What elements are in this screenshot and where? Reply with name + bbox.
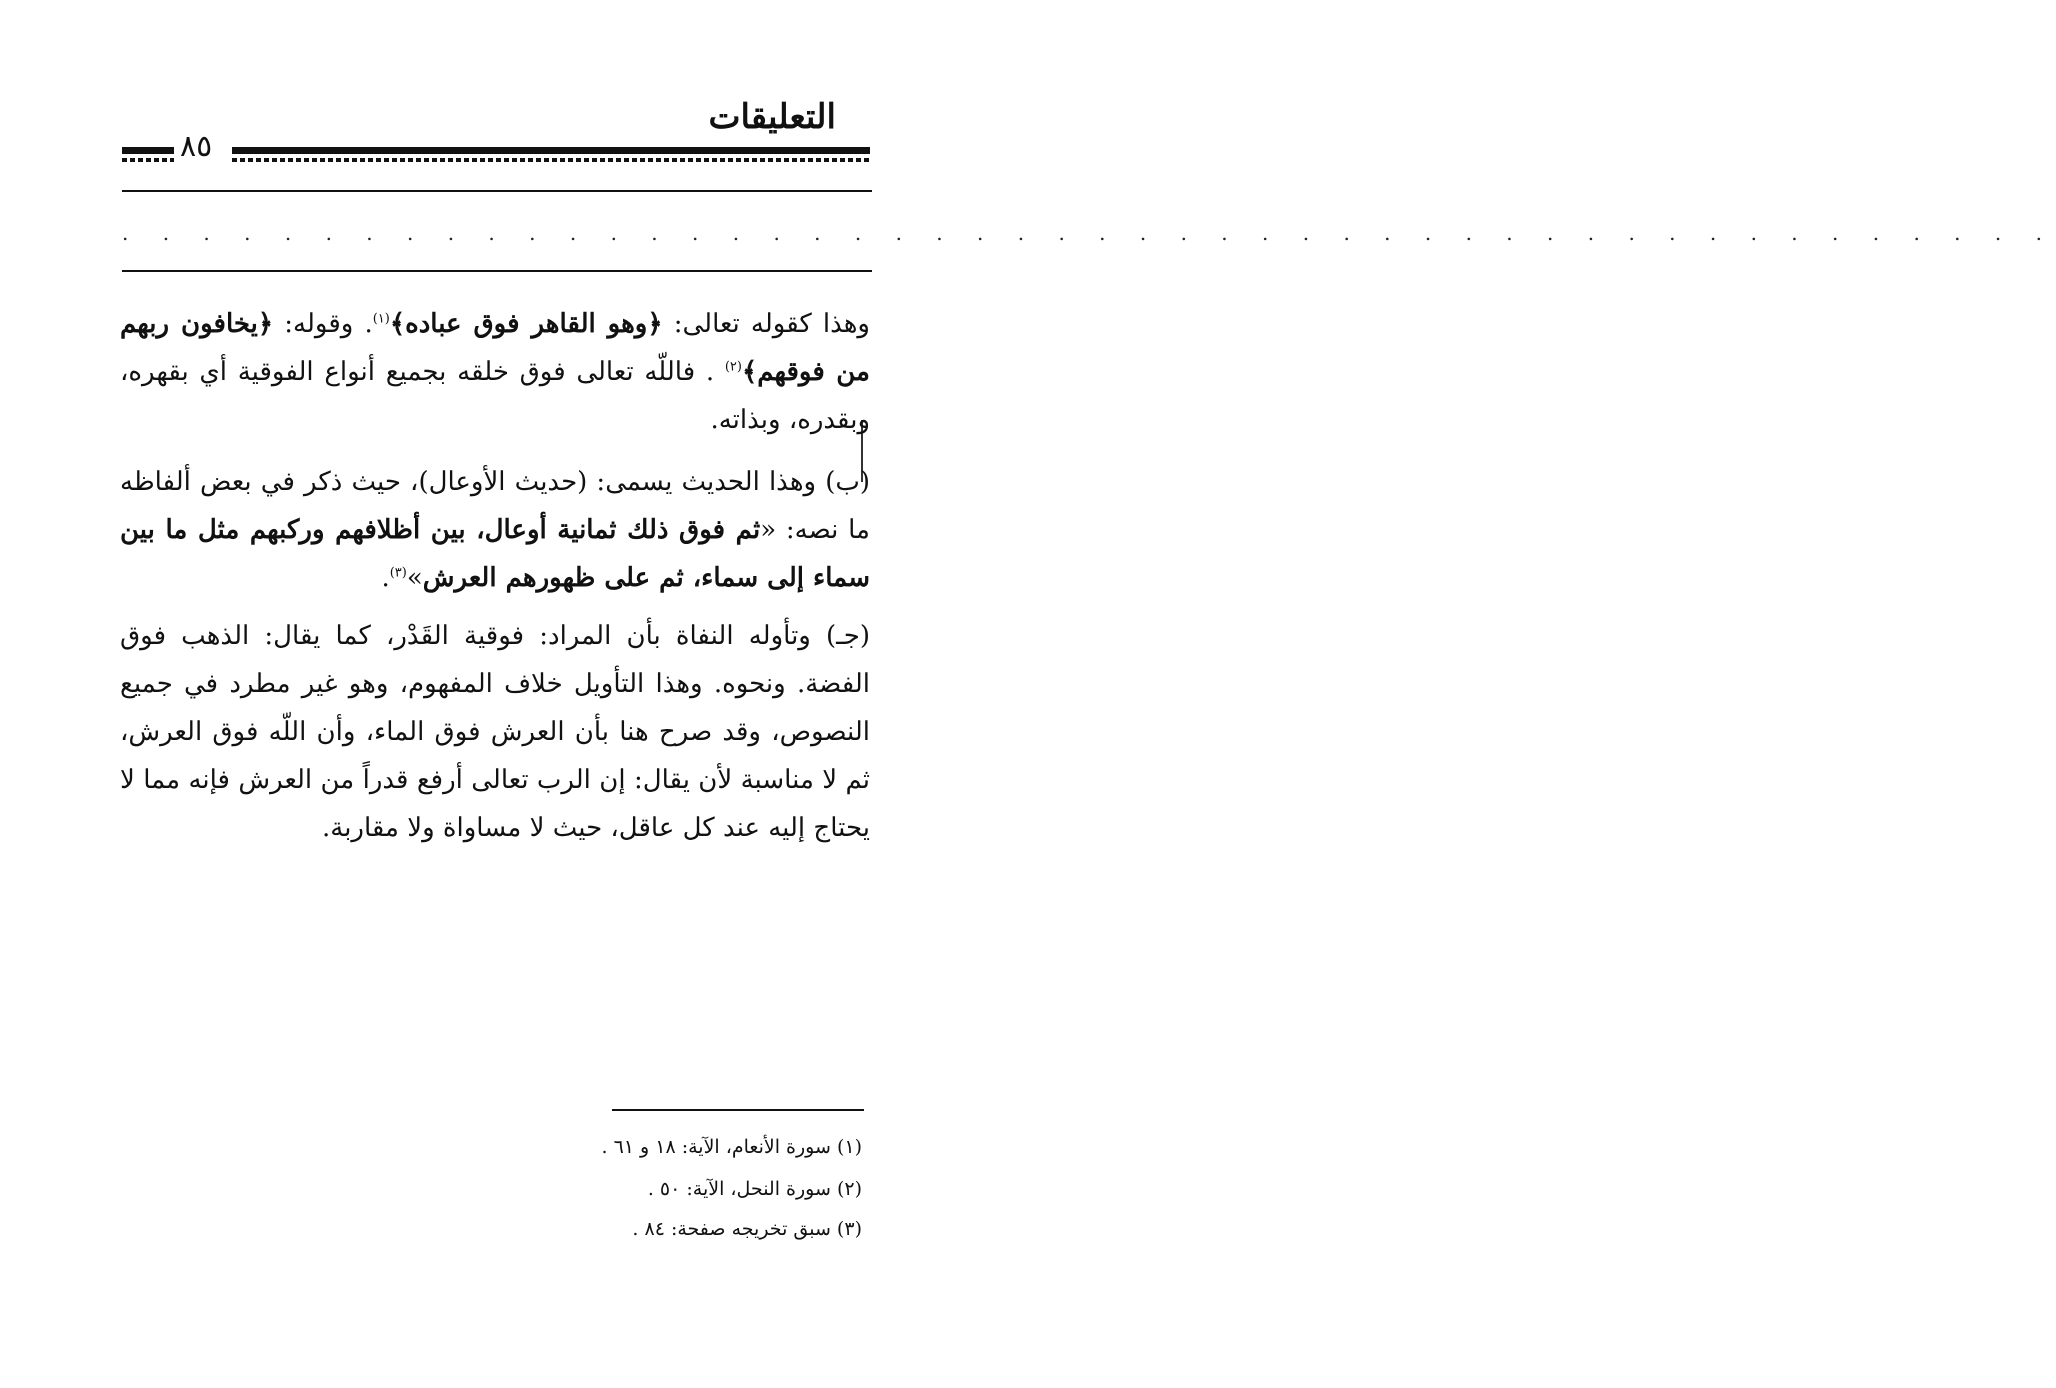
header-dashes-left <box>122 158 174 162</box>
footnote-2: (٢) سورة النحل، الآية: ٥٠ . <box>647 1178 862 1200</box>
footnote-rule <box>612 1109 864 1111</box>
para2-text-1: (ب) وهذا الحديث يسمى: (حديث الأوعال)، حيث ذكر في بعض ألفاظه ما نصه: « <box>120 467 870 545</box>
header-bar-left <box>122 147 174 154</box>
header-dashes-right <box>232 158 870 162</box>
quran-quote-1: ﴿وهو القاهر فوق عباده﴾ <box>389 309 663 339</box>
footnote-3: (٣) سبق تخريجه صفحة: ٨٤ . <box>632 1218 862 1240</box>
footnote-1: (١) سورة الأنعام، الآية: ١٨ و ٦١ . <box>601 1136 862 1158</box>
para2-text-2: » <box>406 563 423 593</box>
second-rule <box>122 270 872 272</box>
footnote-ref-1: (١) <box>372 311 390 327</box>
ellipsis-line: . . . . . . . . . . . . . . . . . . . . . . . . . . . . . . . . . . . . . . . . . . . . . . . . <box>122 221 2056 245</box>
footnote-ref-2: (٢) <box>724 359 742 375</box>
header-bar-right <box>232 147 870 154</box>
para1-text-2: . وقوله: <box>273 309 373 339</box>
paragraph-1 <box>120 300 870 444</box>
quran-quote-2: ﴿يخافون ربهم من فوقهم﴾ <box>120 309 870 387</box>
para1-text-1: وهذا كقوله تعالى: <box>662 309 870 339</box>
header-title: التعليقات <box>708 97 836 137</box>
hadith-quote: ثم فوق ذلك ثمانية أوعال، بين أظلافهم وركبهم مثل ما بين سماء إلى سماء، ثم على ظهورهم العرش <box>120 515 870 593</box>
para2-text-3: . <box>381 563 390 593</box>
para3-text: (جـ) وتأوله النفاة بأن المراد: فوقية القَدْر، كما يقال: الذهب فوق الفضة. ونحوه. وهذا التأويل خلاف المفهوم، وهو غير مطرد في جميع النصوص، وقد صرح هنا بأن العرش فوق الماء، وأن اللّه فوق العرش، ثم لا مناسبة لأن يقال: إن الرب تعالى أرفع قدراً من العرش فإنه مما لا يحتاج إليه عند كل عاقل، حيث لا مساواة ولا مقاربة. <box>120 621 870 843</box>
footnote-ref-3: (٣) <box>389 565 407 581</box>
page-number: ٨٥ <box>180 129 213 164</box>
para1-text-3: . فاللّه تعالى فوق خلقه بجميع أنواع الفوقية أي بقهره، وبقدره، وبذاته. <box>120 357 870 435</box>
paragraph-3 <box>120 612 870 852</box>
paragraph-2 <box>120 458 870 602</box>
top-rule <box>122 190 872 192</box>
